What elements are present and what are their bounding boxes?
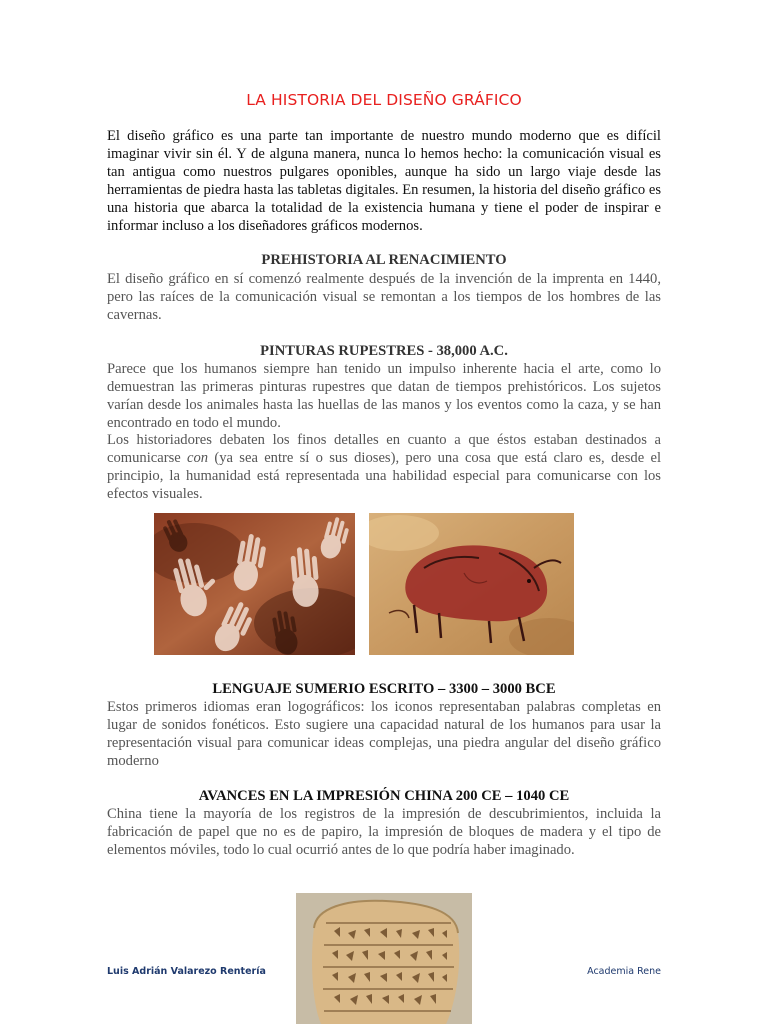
text-run: Los historiadores debaten los finos detalles en cuanto a que éstos estaban destinados a comunicarse xyxy=(107,432,661,466)
italic-word: con xyxy=(187,450,209,466)
section-body-pinturas-2 xyxy=(107,431,661,503)
footer-organization: Academia Rene xyxy=(587,966,661,977)
cuneiform-tablet-image xyxy=(296,893,472,1024)
text-run: (ya sea entre sí o sus dioses), pero una cosa que está claro es, desde el principio, la humanidad está representada una habilidad especial para comunicarse con los efectos visuales. xyxy=(107,450,661,502)
section-body-prehistoria: El diseño gráfico en sí comenzó realmente después de la invención de la imprenta en 1440, pero las raíces de la comunicación visual se remontan a los tiempos de los hombres de las cavernas. xyxy=(107,271,661,323)
section-body-sumerio: Estos primeros idiomas eran logográficos: los iconos representaban palabras completas en lugar de sonidos fonéticos. Esto sugiere una capacidad natural de los humanos para usar la representación visual para comunicar ideas complejas, una piedra angular del diseño gráfico moderno xyxy=(107,699,661,769)
cave-bison-image xyxy=(369,513,574,655)
cave-hands-image xyxy=(154,513,355,655)
section-heading-prehistoria: PREHISTORIA AL RENACIMIENTO xyxy=(261,252,507,268)
footer-author: Luis Adrián Valarezo Rentería xyxy=(107,966,266,977)
section-body-china: China tiene la mayoría de los registros de la impresión de descubrimientos, incluida la fabricación de papel que no es de papiro, la impresión de bloques de madera y el tipo de elementos móviles, todo lo cual ocurrió antes de lo que podría haber imaginado. xyxy=(107,806,661,858)
section-heading-pinturas: PINTURAS RUPESTRES - 38,000 A.C. xyxy=(260,343,508,359)
document-title: LA HISTORIA DEL DISEÑO GRÁFICO xyxy=(246,91,522,109)
section-heading-china: AVANCES EN LA IMPRESIÓN CHINA 200 CE – 1040 CE xyxy=(198,788,570,804)
intro-paragraph: El diseño gráfico es una parte tan importante de nuestro mundo moderno que es difícil imaginar vivir sin él. Y de alguna manera, nunca lo hemos hecho: la comunicación visual es tan antigua como nuestros pulgares oponibles, aunque ha sido un largo viaje desde las herramientas de piedra hasta las tabletas digitales. En resumen, la historia del diseño gráfico es una historia que abarca la totalidad de la existencia humana y tiene el poder de inspirar e informar incluso a los diseñadores gráficos modernos. xyxy=(107,128,661,234)
section-body-pinturas: Parece que los humanos siempre han tenido un impulso inherente hacia el arte, como lo demuestran las primeras pinturas rupestres que datan de tiempos prehistóricos. Los sujetos varían desde los animales hasta las huellas de las manos y los eventos como la caza, y se han encontrado en todo el mundo. xyxy=(107,361,661,431)
section-heading-sumerio: LENGUAJE SUMERIO ESCRITO – 3300 – 3000 BCE xyxy=(212,681,556,697)
